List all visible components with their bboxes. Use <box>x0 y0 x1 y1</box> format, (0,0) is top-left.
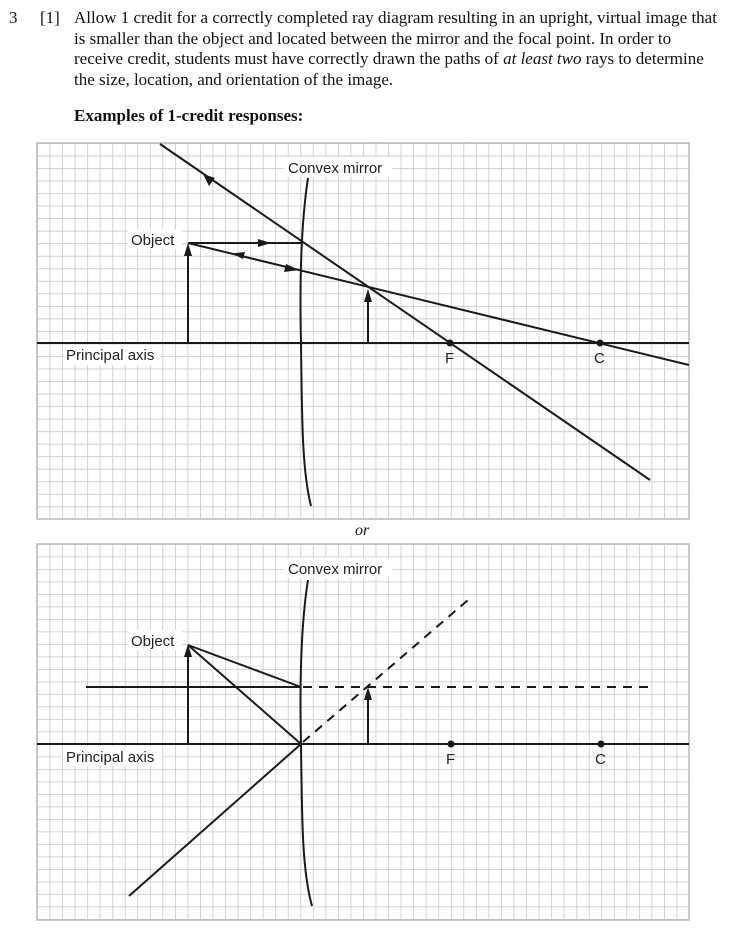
question-number: 3 <box>9 8 18 27</box>
focal-label: F <box>446 751 456 768</box>
object-label: Object <box>131 633 175 650</box>
credit-value: [1] <box>40 8 60 27</box>
or-separator: or <box>355 522 370 539</box>
focal-point-dot <box>448 741 455 748</box>
instructions-text-1: Allow 1 credit for a correctly completed ray diagram resulting in an upright, virtual image that is smaller than the object and located between the mirror and the focal point. In order to receive credit, students must have correctly drawn the paths of <box>74 8 717 68</box>
focal-label: F <box>445 350 455 367</box>
object-label: Object <box>131 232 175 249</box>
center-point-dot <box>598 741 605 748</box>
center-label: C <box>595 751 606 768</box>
axis-label: Principal axis <box>66 347 155 364</box>
mirror-label: Convex mirror <box>288 160 383 177</box>
center-label: C <box>594 350 605 367</box>
examples-heading: Examples of 1-credit responses: <box>74 106 304 125</box>
mirror-label: Convex mirror <box>288 561 383 578</box>
instructions-emphasis: at least two <box>503 49 582 68</box>
instructions-text-2: rays to determine the size, location, and orientation of the image. <box>74 49 704 89</box>
axis-label: Principal axis <box>66 749 155 766</box>
graph-grid <box>37 544 689 920</box>
